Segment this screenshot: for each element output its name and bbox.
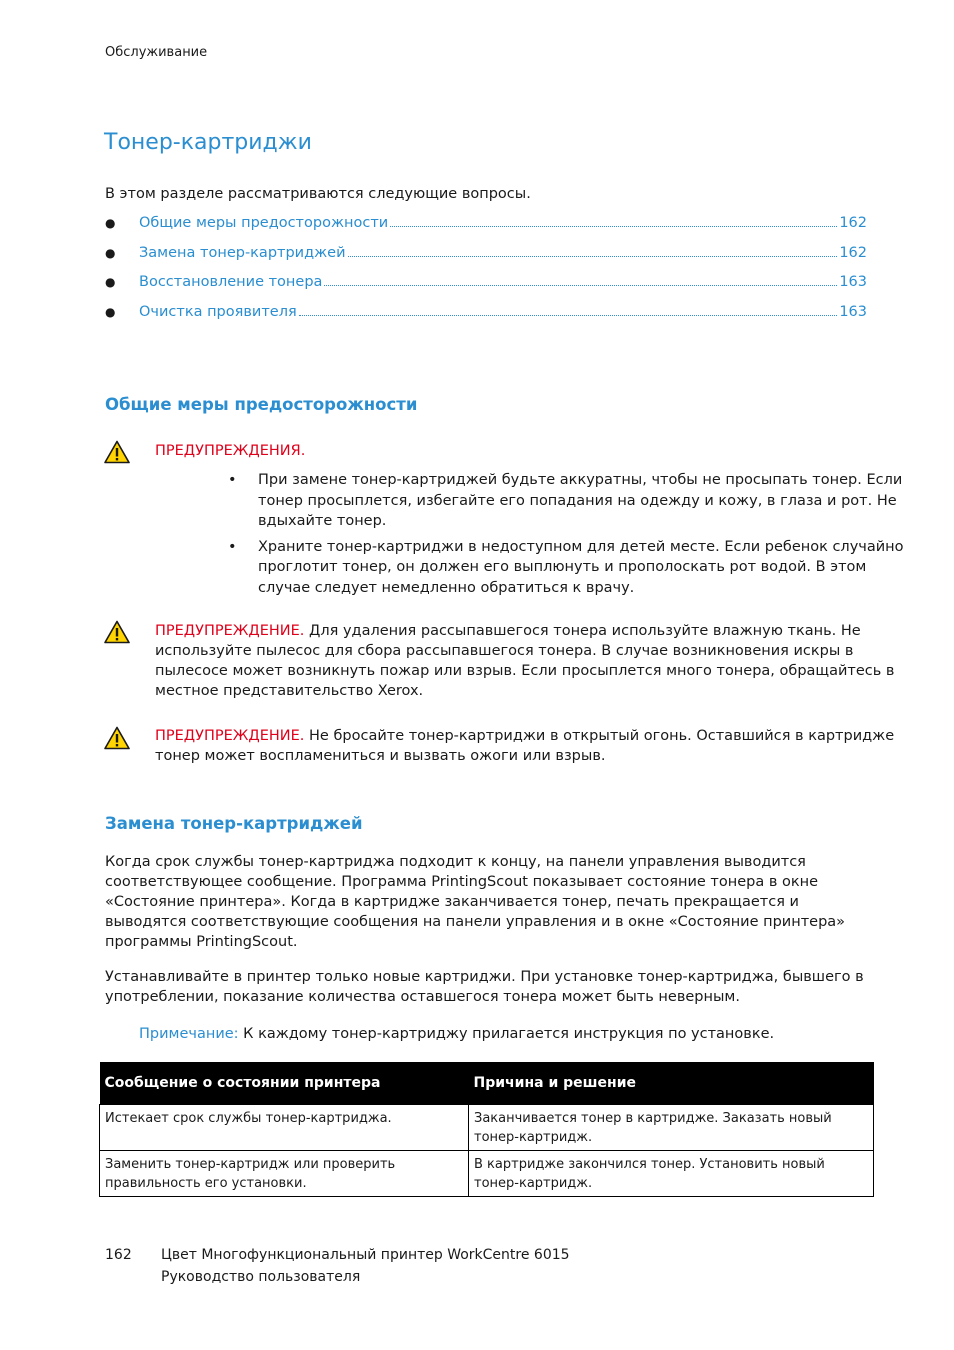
toc-link[interactable] [139, 301, 867, 323]
warning-list [228, 470, 908, 603]
toc-item [105, 301, 867, 331]
warning-label: ПРЕДУПРЕЖДЕНИЕ. [155, 728, 305, 744]
toc-leader [299, 301, 838, 316]
table-cell: Заканчивается тонер в картридже. Заказать новый тонер-картридж. [469, 1105, 874, 1151]
toc-item [105, 242, 867, 272]
toc-page: 162 [839, 244, 867, 261]
note-text: К каждому тонер-картриджу прилагается инструкция по установке. [238, 1026, 775, 1042]
toc-leader [348, 242, 838, 257]
toc-list [105, 212, 867, 331]
table-header-row [100, 1062, 874, 1105]
toc-page: 163 [839, 274, 867, 291]
toc-link[interactable] [139, 242, 867, 264]
table-row [100, 1105, 874, 1151]
bullet-icon: ● [105, 245, 116, 260]
footer-product: Цвет Многофункциональный принтер WorkCentre 6015 [161, 1247, 570, 1263]
toc-label: Общие меры предосторожности [139, 215, 389, 231]
list-item: • Храните тонер-картриджи в недоступном для детей месте. Если ребенок случайно проглотит тонер, он должен его выплюнуть и прополоскать рот водой. В этом случае следует немедленно обратиться к врачу. [228, 537, 908, 599]
toc-leader [390, 212, 837, 227]
warning-icon [104, 620, 130, 644]
warning-text: Не бросайте тонер-картриджи в открытый огонь. Оставшийся в картридже тонер может воспламениться и вызвать ожоги или взрыв. [155, 728, 895, 764]
intro-text: В этом разделе рассматриваются следующие вопросы. [105, 186, 531, 202]
warning-icon [104, 726, 130, 750]
toc-page: 163 [839, 304, 867, 321]
table-cell: Заменить тонер-картридж или проверить правильность его установки. [100, 1151, 469, 1197]
note [139, 1026, 774, 1042]
bullet-icon: ● [105, 275, 116, 290]
toc-item [105, 212, 867, 242]
table-header: Сообщение о состоянии принтера [100, 1062, 469, 1105]
toc-label: Очистка проявителя [139, 304, 297, 321]
toc-label: Замена тонер-картриджей [139, 244, 346, 261]
warning-label: ПРЕДУПРЕЖДЕНИЯ. [155, 443, 306, 459]
note-label: Примечание: [139, 1026, 239, 1042]
running-head: Обслуживание [105, 45, 208, 60]
status-table [99, 1062, 874, 1197]
table-cell: В картридже закончился тонер. Установить новый тонер-картридж. [469, 1151, 874, 1197]
table-row [100, 1151, 874, 1197]
toc-page: 162 [839, 215, 867, 231]
body-paragraph: Когда срок службы тонер-картриджа подходит к концу, на панели управления выводится соответствующее сообщение. Программа PrintingScout показывает состояние тонера в окне «Состояние принтера». Когда в картридже заканчивается тонер, печать прекращается и выводятся соответствующие сообщения на панели управления и в окне «Состояние принтера» программы PrintingScout. [105, 854, 846, 950]
warning-text: Для удаления рассыпавшегося тонера используйте влажную ткань. Не используйте пылесос для сбора рассыпавшегося тонера. В случае возникновения искры в пылесосе может возникнуть пожар или взрыв. Если просыплется много тонера, обращайтесь в местное представительство Xerox. [155, 623, 895, 699]
body-paragraph: Устанавливайте в принтер только новые картриджи. При установке тонер-картриджа, бывшего в употреблении, показание количества оставшегося тонера может быть неверным. [105, 969, 864, 1005]
section-heading-precautions: Общие меры предосторожности [105, 395, 418, 414]
toc-link[interactable] [139, 271, 867, 293]
toc-leader [324, 271, 837, 286]
section-heading-replacement: Замена тонер-картриджей [105, 814, 363, 833]
warning-paragraph [155, 621, 900, 701]
warning-icon [104, 440, 130, 464]
table-header: Причина и решение [469, 1062, 874, 1105]
toc-label: Восстановление тонера [139, 274, 323, 291]
bullet-icon: ● [105, 216, 116, 230]
warning-paragraph [155, 726, 905, 766]
warning-label: ПРЕДУПРЕЖДЕНИЕ. [155, 623, 305, 639]
bullet-icon: ● [105, 305, 116, 320]
page-title: Тонер-картриджи [104, 130, 312, 155]
table-cell: Истекает срок службы тонер-картриджа. [100, 1105, 469, 1151]
list-item: • При замене тонер-картриджей будьте аккуратны, чтобы не просыпать тонер. Если тонер просыплется, избегайте его попадания на одежду и кожу, в глаза и рот. Не вдыхайте тонер. [228, 470, 908, 532]
footer-guide: Руководство пользователя [161, 1269, 361, 1285]
toc-item [105, 271, 867, 301]
page-number: 162 [105, 1247, 132, 1263]
toc-link[interactable] [139, 212, 867, 234]
